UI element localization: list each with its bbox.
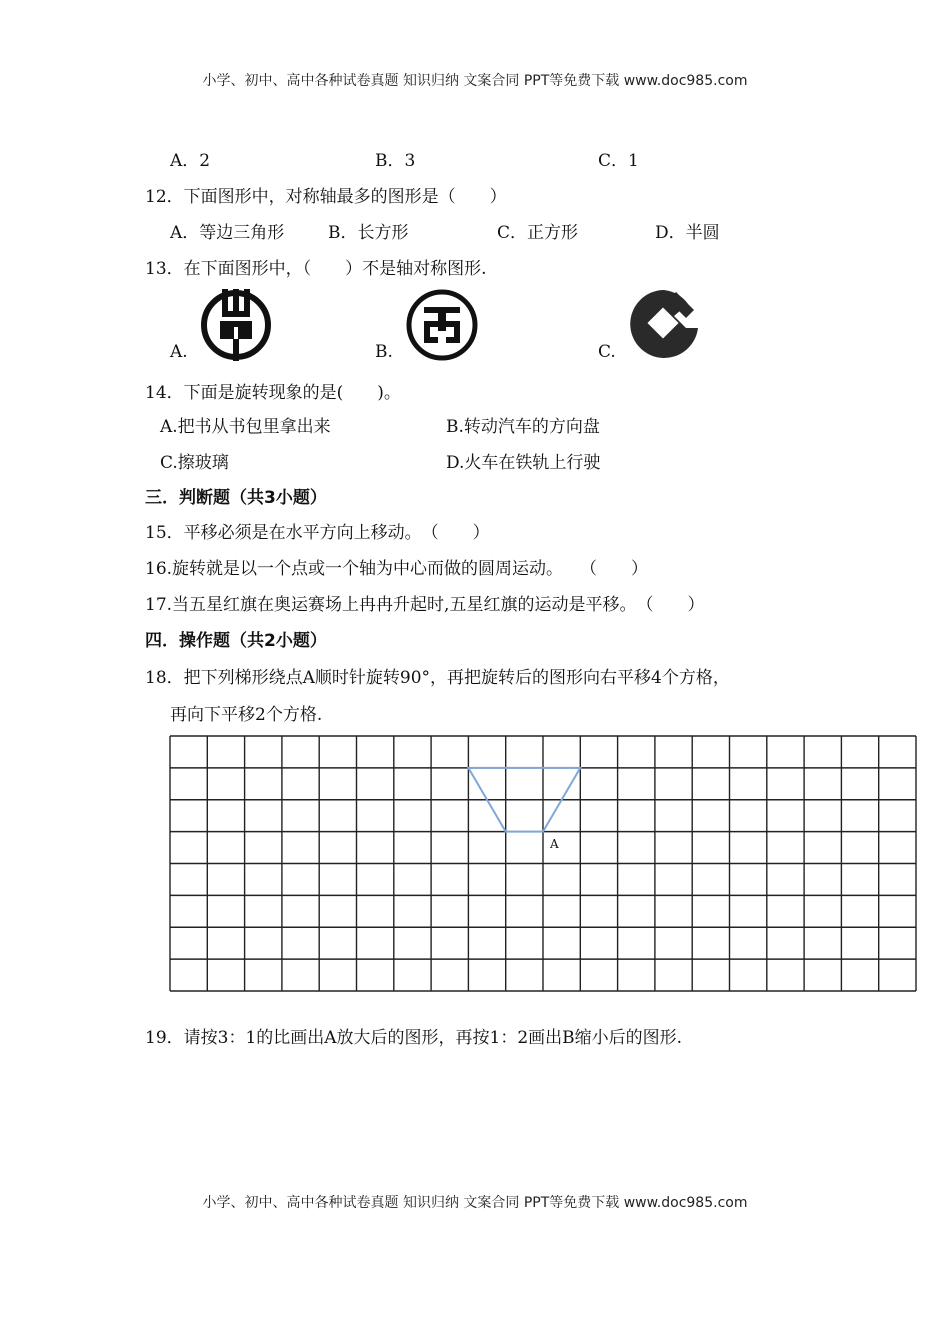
q18-line2: 再向下平移2个方格. bbox=[170, 705, 323, 725]
q11-option-c: C．1 bbox=[598, 151, 639, 171]
q14-option-d: D.火车在铁轨上行驶 bbox=[446, 453, 601, 473]
page-header: 小学、初中、高中各种试卷真题 知识归纳 文案合同 PPT等免费下载 www.doc985.com bbox=[202, 73, 748, 89]
q14-option-b: B.转动汽车的方向盘 bbox=[446, 417, 600, 437]
q12-stem: 12．下面图形中，对称轴最多的图形是（ ） bbox=[145, 187, 507, 207]
q15: 15．平移必须是在水平方向上移动。 （ ） bbox=[145, 523, 490, 543]
q12-option-d: D．半圆 bbox=[655, 223, 720, 243]
q11-option-a: A．2 bbox=[170, 151, 211, 171]
section-3-heading: 三．判断题（共3小题） bbox=[145, 488, 327, 508]
logo-a-icon bbox=[198, 287, 274, 363]
point-a-label: A bbox=[550, 837, 559, 851]
q14-option-a: A.把书从书包里拿出来 bbox=[160, 417, 331, 437]
page-footer: 小学、初中、高中各种试卷真题 知识归纳 文案合同 PPT等免费下载 www.doc985.com bbox=[202, 1195, 748, 1211]
q12-option-b: B．长方形 bbox=[328, 223, 409, 243]
square-grid bbox=[168, 734, 920, 996]
q18-line1: 18．把下列梯形绕点A顺时针旋转90°，再把旋转后的图形向右平移4个方格， bbox=[145, 668, 730, 688]
q13-option-a: A. bbox=[170, 342, 188, 362]
q19: 19．请按3：1的比画出A放大后的图形，再按1：2画出B缩小后的图形. bbox=[145, 1028, 683, 1048]
logo-b-icon bbox=[404, 287, 480, 363]
q13-option-b: B. bbox=[375, 342, 393, 362]
q11-option-b: B．3 bbox=[375, 151, 416, 171]
q14-stem: 14．下面是旋转现象的是( )。 bbox=[145, 383, 401, 403]
q16: 16.旋转就是以一个点或一个轴为中心而做的圆周运动。 （ ） bbox=[145, 559, 649, 579]
q13-stem: 13．在下面图形中，（ ）不是轴对称图形. bbox=[145, 259, 487, 279]
q17: 17.当五星红旗在奥运赛场上冉冉升起时,五星红旗的运动是平移。 （ ） bbox=[145, 595, 705, 615]
logo-c-icon bbox=[624, 284, 704, 364]
q14-option-c: C.擦玻璃 bbox=[160, 453, 229, 473]
q12-option-a: A．等边三角形 bbox=[170, 223, 285, 243]
q13-option-c: C. bbox=[598, 342, 616, 362]
section-4-heading: 四．操作题（共2小题） bbox=[145, 631, 327, 651]
q12-option-c: C．正方形 bbox=[497, 223, 579, 243]
